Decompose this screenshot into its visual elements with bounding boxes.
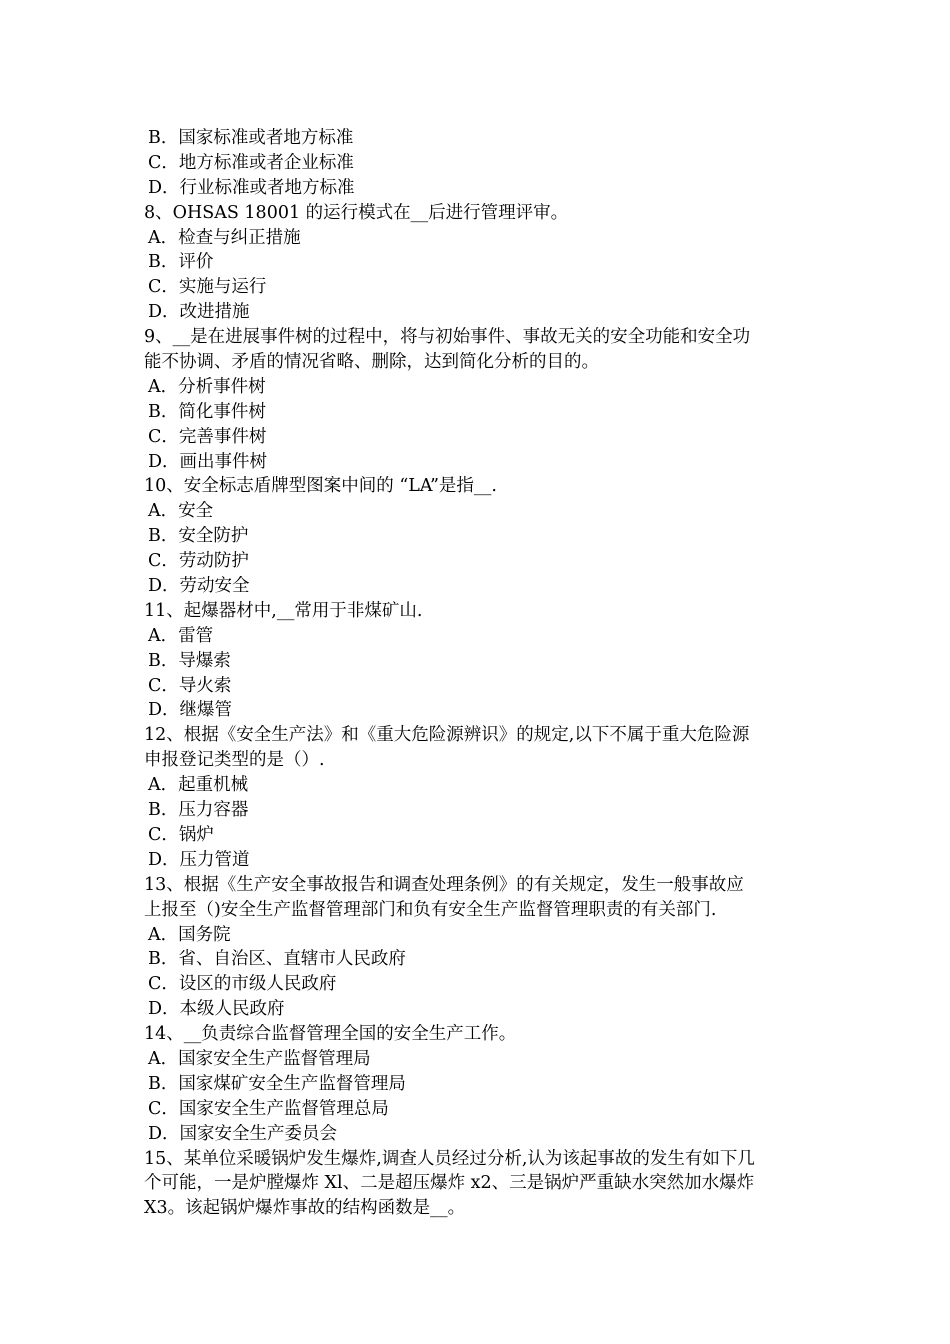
question-text: 14、__负责综合监督管理全国的安全生产工作。 [144,1024,517,1045]
answer-option: A．分析事件树 [148,376,266,397]
answer-option: D．压力管道 [148,849,250,870]
answer-option: B．导爆索 [148,650,231,671]
question-text: 15、某单位采暖锅炉发生爆炸,调查人员经过分析,认为该起事故的发生有如下几 [144,1148,755,1169]
answer-option: C．劳动防护 [148,551,249,572]
answer-option: B．国家煤矿安全生产监督管理局 [148,1073,406,1094]
answer-option: C．设区的市级人民政府 [148,974,337,995]
answer-option: B．省、自治区、直辖市人民政府 [148,949,406,970]
answer-option: C．国家安全生产监督管理总局 [148,1098,389,1119]
question-text-continued: 上报至（)安全生产监督管理部门和负有安全生产监督管理职责的有关部门. [144,899,717,920]
question-text: 8、OHSAS 18001 的运行模式在__后进行管理评审。 [144,202,569,223]
answer-option: C．完善事件树 [148,426,267,447]
answer-option: C．导火索 [148,675,232,696]
answer-option: A．安全 [148,501,214,522]
answer-option: D．画出事件树 [148,451,268,472]
answer-option: C．锅炉 [148,824,214,845]
answer-option: C．实施与运行 [148,277,267,298]
answer-option: B．简化事件树 [148,401,266,422]
answer-option: A．起重机械 [148,775,249,796]
question-text: 9、__是在进展事件树的过程中，将与初始事件、事故无关的安全功能和安全功 [144,327,751,348]
question-text-continued: 申报登记类型的是（）. [144,750,325,771]
question-text: 10、安全标志盾牌型图案中间的 “LA”是指__. [144,476,497,497]
answer-option: B．压力容器 [148,800,249,821]
question-text: 11、起爆器材中,__常用于非煤矿山. [144,600,423,621]
answer-option: D．改进措施 [148,302,250,323]
question-text: 13、根据《生产安全事故报告和调查处理条例》的有关规定，发生一般事故应 [144,874,744,895]
answer-option: D．国家安全生产委员会 [148,1123,338,1144]
answer-option: B．评价 [148,252,214,273]
answer-option: A．国家安全生产监督管理局 [148,1048,371,1069]
question-text-continued: X3。该起锅炉爆炸事故的结构函数是__。 [144,1198,466,1219]
answer-option: B．国家标准或者地方标准 [148,128,354,148]
answer-option: A．检查与纠正措施 [148,227,301,248]
answer-option: A．国务院 [148,924,231,945]
question-text: 12、根据《安全生产法》和《重大危险源辨识》的规定,以下不属于重大危险源 [144,725,750,746]
question-text-continued: 能不协调、矛盾的情况省略、删除，达到简化分析的目的。 [144,352,599,373]
question-text-continued: 个可能，一是炉膛爆炸 Xl、二是超压爆炸 x2、三是锅炉严重缺水突然加水爆炸 [144,1173,755,1194]
answer-option: B．安全防护 [148,526,249,547]
answer-option: C．地方标准或者企业标准 [148,152,354,173]
answer-option: D．行业标准或者地方标准 [148,177,355,198]
answer-option: A．雷管 [148,625,214,646]
answer-option: D．继爆管 [148,700,233,721]
answer-option: D．本级人民政府 [148,999,285,1020]
answer-option: D．劳动安全 [148,576,250,597]
document-body [144,126,812,1221]
